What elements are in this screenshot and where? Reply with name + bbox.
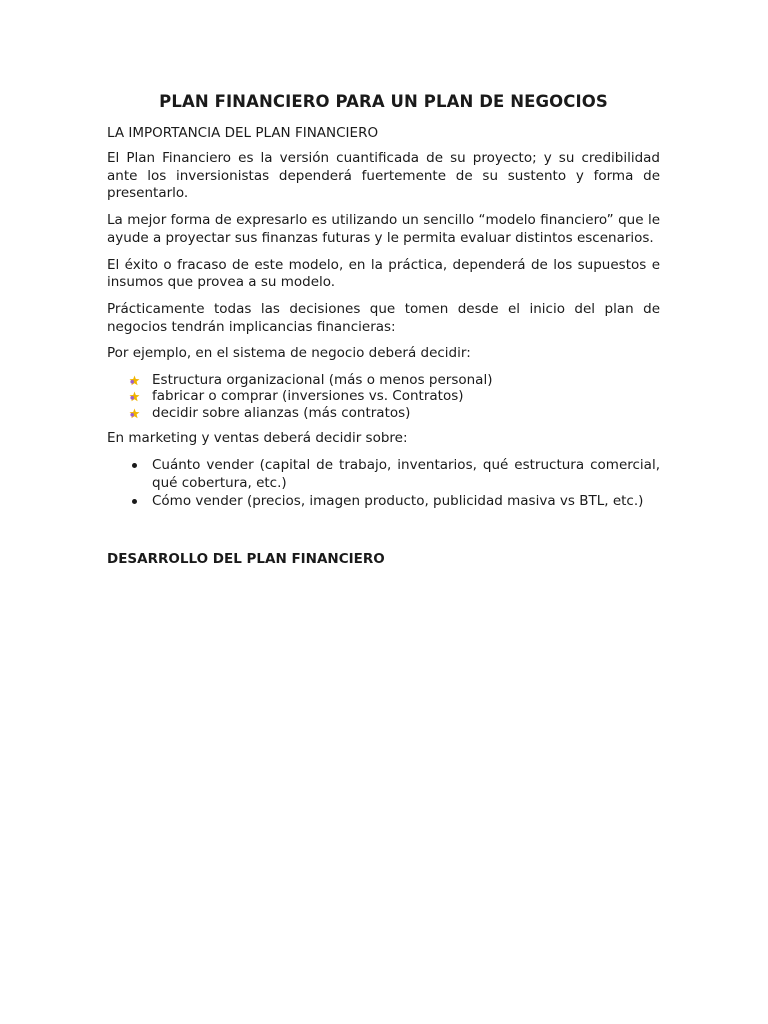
- document-page: [107, 90, 660, 576]
- star-bullet-icon: [129, 391, 140, 402]
- marketing-intro: En marketing y ventas deberá decidir sobre:: [107, 430, 408, 447]
- document-title: PLAN FINANCIERO PARA UN PLAN DE NEGOCIOS: [159, 92, 608, 111]
- paragraph-2: La mejor forma de expresarlo es utilizando un sencillo “modelo financiero” que le ayude a proyectar sus finanzas futuras y le permita evaluar distintos escenarios.: [107, 212, 660, 246]
- marketing-decisions-list: [107, 457, 660, 511]
- paragraph-5: Por ejemplo, en el sistema de negocio deberá decidir:: [107, 345, 471, 362]
- section-heading-importancia: LA IMPORTANCIA DEL PLAN FINANCIERO: [107, 125, 379, 141]
- list-item-text: decidir sobre alianzas (más contratos): [152, 404, 411, 421]
- list-item: [107, 372, 660, 388]
- list-item: [107, 457, 660, 492]
- paragraph-1: El Plan Financiero es la versión cuantificada de su proyecto; y su credibilidad ante los inversionistas dependerá fuertemente de su sustento y forma de presentarlo.: [107, 150, 660, 202]
- list-item: [107, 405, 660, 421]
- star-bullet-icon: [129, 375, 140, 386]
- business-decisions-list: [107, 372, 660, 421]
- spacer: [107, 512, 660, 550]
- list-item: [107, 493, 660, 511]
- list-item: [107, 388, 660, 404]
- star-bullet-icon: [129, 408, 140, 419]
- paragraph-4: Prácticamente todas las decisiones que tomen desde el inicio del plan de negocios tendrán implicancias financieras:: [107, 300, 660, 335]
- list-item-text: Cuánto vender (capital de trabajo, inventarios, qué estructura comercial, qué cobertura, etc.): [152, 456, 660, 491]
- round-bullet-icon: [132, 463, 137, 468]
- list-item-text: fabricar o comprar (inversiones vs. Contratos): [152, 388, 464, 405]
- paragraph-3: El éxito o fracaso de este modelo, en la práctica, dependerá de los supuestos e insumos que provea a su modelo.: [107, 256, 660, 291]
- round-bullet-icon: [132, 499, 137, 504]
- list-item-text: Estructura organizacional (más o menos personal): [152, 372, 493, 389]
- section-heading-desarrollo: DESARROLLO DEL PLAN FINANCIERO: [107, 551, 385, 568]
- list-item-text: Cómo vender (precios, imagen producto, publicidad masiva vs BTL, etc.): [152, 493, 644, 510]
